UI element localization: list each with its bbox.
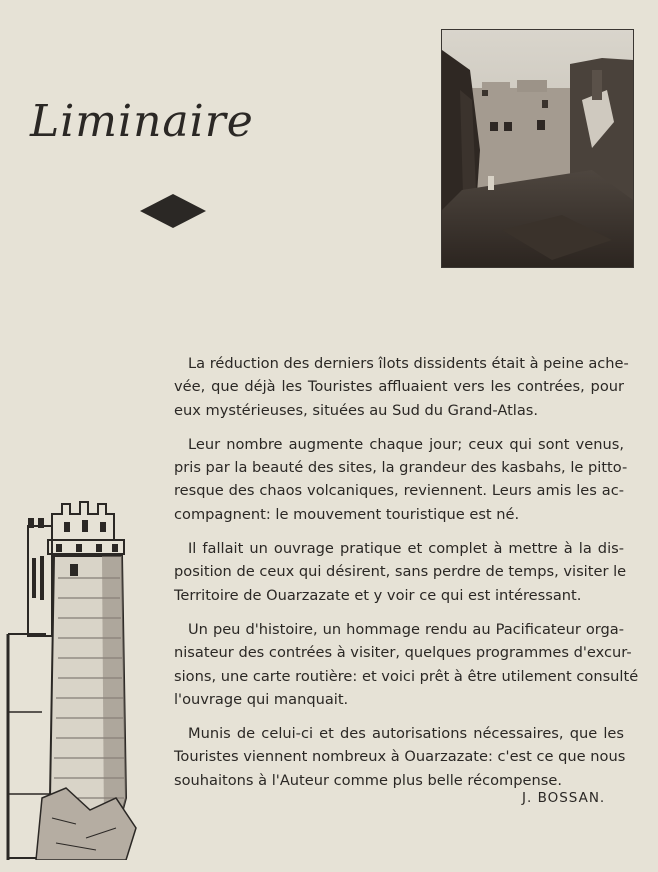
paragraph-4 bbox=[174, 618, 639, 711]
paragraph-2 bbox=[174, 433, 628, 526]
paragraph-1 bbox=[174, 352, 629, 422]
text-line: La réduction des derniers îlots dissidents était à peine ache- bbox=[188, 355, 629, 372]
text-line: souhaitons à l'Auteur comme plus belle récompense. bbox=[174, 771, 562, 789]
paragraph-5 bbox=[174, 722, 624, 792]
text-line: vée, que déjà les Touristes affluaient vers les contrées, pour bbox=[174, 378, 624, 396]
text-line: compagnent: le mouvement touristique est né. bbox=[174, 505, 520, 523]
text-line: Leur nombre augmente chaque jour; ceux qui sont venus, bbox=[188, 435, 624, 453]
page-title: Liminaire bbox=[30, 96, 254, 147]
kasbah-photo bbox=[441, 29, 634, 268]
text-line: nisateur des contrées à visiter, quelques programmes d'excur- bbox=[174, 644, 632, 662]
text-line: Un peu d'histoire, un hommage rendu au Pacificateur orga- bbox=[188, 620, 624, 638]
text-line: position de ceux qui désirent, sans perdre de temps, visiter le bbox=[174, 563, 627, 581]
text-line: Il fallait un ouvrage pratique et complet à mettre à la dis- bbox=[188, 540, 624, 558]
tower-illustration bbox=[6, 498, 156, 860]
text-line: sions, une carte routière: et voici prêt à être utilement consulté bbox=[174, 667, 639, 685]
text-line: Territoire de Ouarzazate et y voir ce qui est intéressant. bbox=[174, 586, 582, 604]
text-line: pris par la beauté des sites, la grandeur des kasbahs, le pitto- bbox=[174, 459, 628, 477]
text-line: Munis de celui-ci et des autorisations nécessaires, que les bbox=[188, 725, 624, 743]
body-text bbox=[174, 352, 639, 803]
paragraph-3 bbox=[174, 537, 627, 607]
text-line: Touristes viennent nombreux à Ouarzazate: c'est ce que nous bbox=[174, 748, 626, 766]
text-line: l'ouvrage qui manquait. bbox=[174, 690, 349, 708]
text-line: resque des chaos volcaniques, reviennent. Leurs amis les ac- bbox=[174, 482, 624, 500]
text-line: eux mystérieuses, situées au Sud du Grand-Atlas. bbox=[174, 401, 539, 419]
diamond-ornament bbox=[140, 194, 206, 228]
author-signature: J. BOSSAN. bbox=[522, 790, 606, 806]
